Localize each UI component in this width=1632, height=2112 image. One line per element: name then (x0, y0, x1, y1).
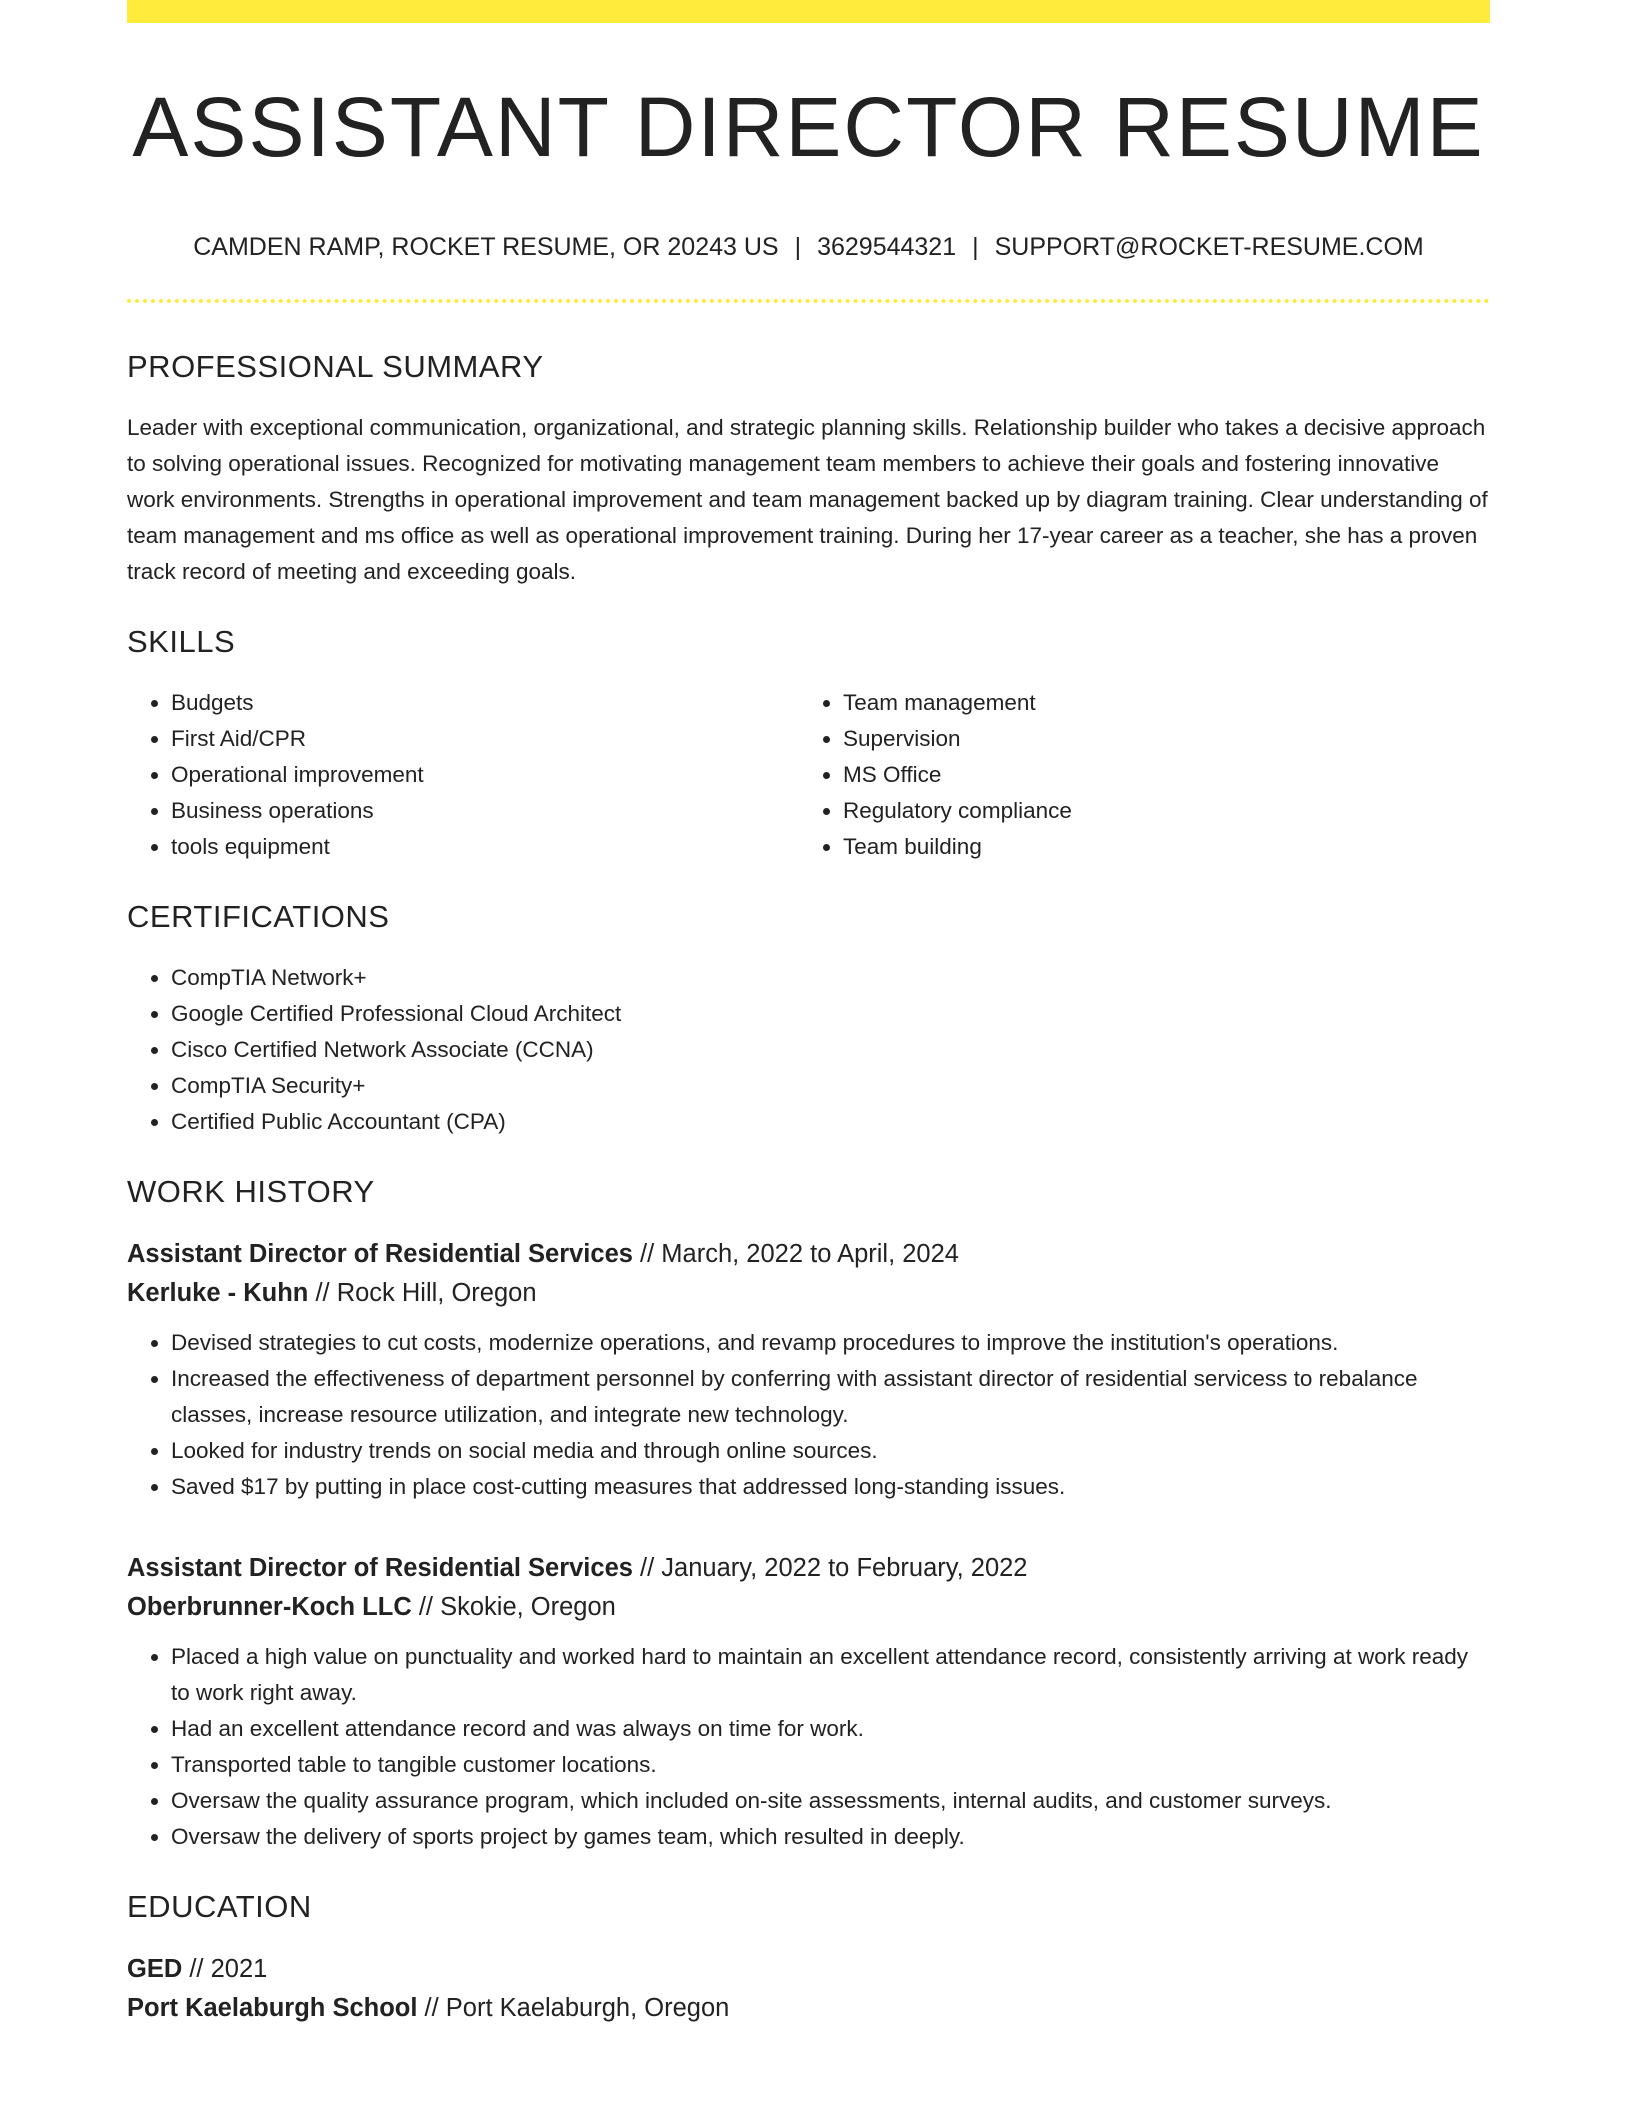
job-bullets (127, 1325, 1490, 1505)
education-degree-line (127, 1950, 1490, 1989)
certification-item: • Cisco Certified Network Associate (CCNA) (171, 1032, 1490, 1068)
skill-item: • tools equipment (171, 829, 799, 865)
contact-separator: | (794, 233, 802, 261)
education-degree: GED (127, 1955, 183, 1983)
certifications-list (127, 960, 1490, 1140)
job-company: Oberbrunner-Koch LLC (127, 1593, 412, 1621)
skill-item: • Team management (843, 685, 1471, 721)
certification-item: • Certified Public Accountant (CPA) (171, 1104, 1490, 1140)
resume-page (127, 0, 1490, 2028)
education-entry (127, 1950, 1490, 2028)
summary-text: Leader with exceptional communication, organizational, and strategic planning skills. Relationship builder who takes a decisive approach to solving operational issues. Recognized for motivating management team members to achieve their goals and fostering innovative work environments. Strengths in operational improvement and team management backed up by diagram training. Clear understanding of team management and ms office as well as operational improvement training. During her 17-year career as a teacher, she has a proven track record of meeting and exceeding goals. (127, 415, 1488, 584)
certification-item: • Google Certified Professional Cloud Architect (171, 996, 1490, 1032)
contact-phone: 3629544321 (817, 233, 957, 261)
education-heading: EDUCATION (127, 1889, 312, 1924)
job-bullet: • Placed a high value on punctuality and worked hard to maintain an excellent attendance record, consistently arriving at work ready to work right away. (171, 1639, 1490, 1711)
job-location: // Rock Hill, Oregon (308, 1279, 537, 1307)
job-bullet: • Had an excellent attendance record and was always on time for work. (171, 1711, 1490, 1747)
job-role: Assistant Director of Residential Services (127, 1240, 633, 1268)
job-entry (127, 1549, 1490, 1855)
skills-heading: SKILLS (127, 624, 236, 659)
certification-item: • CompTIA Security+ (171, 1068, 1490, 1104)
job-bullet: • Saved $17 by putting in place cost-cutting measures that addressed long-standing issues. (171, 1469, 1490, 1505)
job-company-line (127, 1274, 1490, 1313)
skill-item: • Regulatory compliance (843, 793, 1471, 829)
resume-title: ASSISTANT DIRECTOR RESUME (132, 80, 1485, 174)
job-bullet: • Transported table to tangible customer locations. (171, 1747, 1490, 1783)
job-bullet: • Increased the effectiveness of department personnel by conferring with assistant director of residential servicess to rebalance classes, increase resource utilization, and integrate new technology. (171, 1361, 1490, 1433)
job-role-line (127, 1235, 1490, 1274)
skills-column-left (127, 685, 799, 865)
skill-item: • First Aid/CPR (171, 721, 799, 757)
skill-item: • Team building (843, 829, 1471, 865)
job-role: Assistant Director of Residential Services (127, 1554, 633, 1582)
contact-address: CAMDEN RAMP, ROCKET RESUME, OR 20243 US (193, 233, 779, 261)
contact-separator: | (972, 233, 979, 261)
dotted-divider (127, 299, 1490, 303)
job-bullet: • Oversaw the delivery of sports project by games team, which resulted in deeply. (171, 1819, 1490, 1855)
top-accent-bar (127, 0, 1490, 23)
job-location: // Skokie, Oregon (411, 1593, 616, 1621)
skill-item: • Operational improvement (171, 757, 799, 793)
skill-item: • Business operations (171, 793, 799, 829)
certifications-heading: CERTIFICATIONS (127, 899, 390, 934)
job-dates: // March, 2022 to April, 2024 (632, 1240, 959, 1268)
skills-list (127, 685, 1490, 865)
job-company-line (127, 1588, 1490, 1627)
job-bullet: • Looked for industry trends on social media and through online sources. (171, 1433, 1490, 1469)
job-entry (127, 1235, 1490, 1505)
job-bullet: • Devised strategies to cut costs, modernize operations, and revamp procedures to improve the institution's operations. (171, 1325, 1490, 1361)
skill-item: • Supervision (843, 721, 1471, 757)
job-bullet: • Oversaw the quality assurance program, which included on-site assessments, internal audits, and customer surveys. (171, 1783, 1490, 1819)
skill-item: • MS Office (843, 757, 1471, 793)
summary-heading: PROFESSIONAL SUMMARY (127, 349, 544, 384)
education-school-line (127, 1989, 1490, 2028)
job-bullets (127, 1639, 1490, 1855)
education-year: // 2021 (182, 1955, 268, 1983)
job-role-line (127, 1549, 1490, 1588)
education-location: // Port Kaelaburgh, Oregon (417, 1994, 730, 2022)
certification-item: • CompTIA Network+ (171, 960, 1490, 996)
contact-line (127, 235, 1490, 260)
skills-column-right (799, 685, 1471, 865)
job-dates: // January, 2022 to February, 2022 (632, 1554, 1028, 1582)
job-company: Kerluke - Kuhn (127, 1279, 309, 1307)
education-school: Port Kaelaburgh School (127, 1994, 418, 2022)
work-history-heading: WORK HISTORY (127, 1174, 375, 1209)
contact-email: SUPPORT@ROCKET-RESUME.COM (994, 233, 1424, 261)
skill-item: • Budgets (171, 685, 799, 721)
